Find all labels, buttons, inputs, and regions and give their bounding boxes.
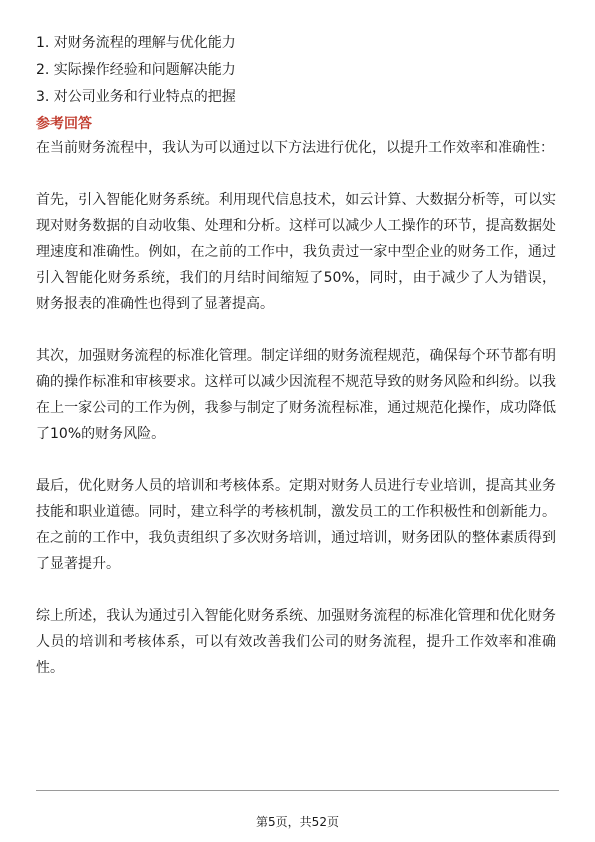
criteria-item-1: 1. 对财务流程的理解与优化能力 xyxy=(36,35,236,51)
page-number: 第5页，共52页 xyxy=(256,815,339,829)
footer-divider xyxy=(36,790,559,791)
paragraph-gap xyxy=(36,161,556,187)
paragraph-summary: 综上所述，我认为通过引入智能化财务系统、加强财务流程的标准化管理和优化财务人员的培训和考核体系，可以有效改善我们公司的财务流程，提升工作效率和准确性。 xyxy=(36,608,556,676)
document-body xyxy=(36,30,556,681)
criteria-item-2: 2. 实际操作经验和问题解决能力 xyxy=(36,62,236,78)
paragraph-second: 其次，加强财务流程的标准化管理。制定详细的财务流程规范，确保每个环节都有明确的操作标准和审核要求。这样可以减少因流程不规范导致的财务风险和纠纷。以我在上一家公司的工作为例，我参与制定了财务流程标准，通过规范化操作，成功降低了10%的财务风险。 xyxy=(36,348,556,442)
paragraph-last: 最后，优化财务人员的培训和考核体系。定期对财务人员进行专业培训，提高其业务技能和职业道德。同时，建立科学的考核机制，激发员工的工作积极性和创新能力。在之前的工作中，我负责组织了多次财务培训，通过培训，财务团队的整体素质得到了显著提升。 xyxy=(36,478,556,572)
paragraph-gap xyxy=(36,317,556,343)
paragraph-gap xyxy=(36,447,556,473)
paragraph-intro: 在当前财务流程中，我认为可以通过以下方法进行优化，以提升工作效率和准确性： xyxy=(36,140,554,156)
paragraph-gap xyxy=(36,577,556,603)
paragraph-first: 首先，引入智能化财务系统。利用现代信息技术，如云计算、大数据分析等，可以实现对财务数据的自动收集、处理和分析。这样可以减少人工操作的环节，提高数据处理速度和准确性。例如，在之前的工作中，我负责过一家中型企业的财务工作，通过引入智能化财务系统，我们的月结时间缩短了50%，同时，由于减少了人为错误，财务报表的准确性也得到了显著提高。 xyxy=(36,192,556,312)
answer-heading: 参考回答 xyxy=(36,116,92,132)
criteria-item-3: 3. 对公司业务和行业特点的把握 xyxy=(36,89,236,105)
